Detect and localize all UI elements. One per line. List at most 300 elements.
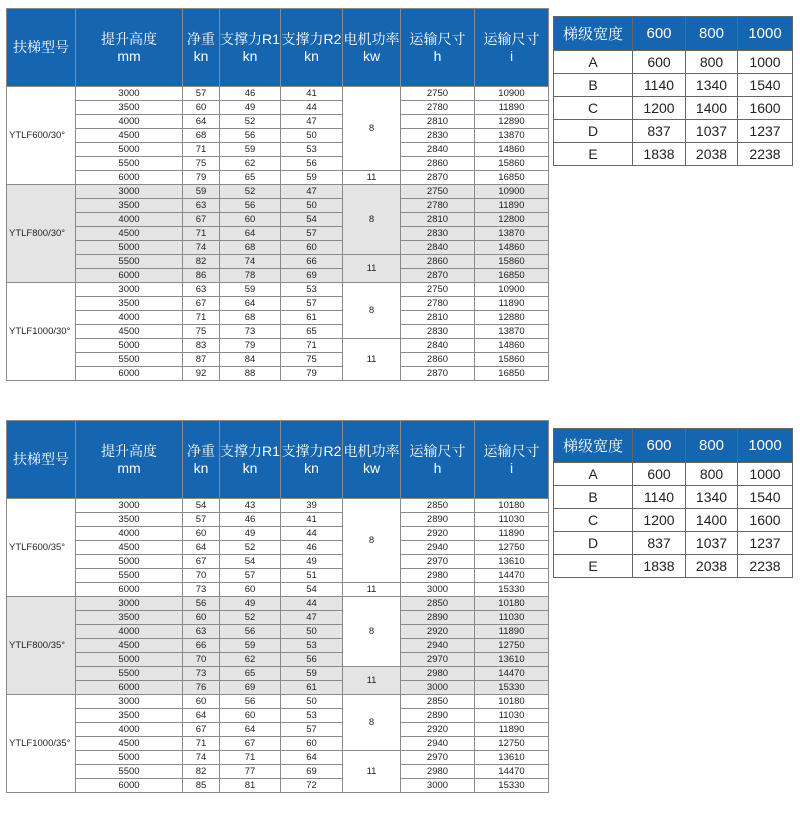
table-row bbox=[7, 269, 549, 283]
table-row bbox=[7, 709, 549, 723]
table-cell: 44 bbox=[281, 597, 343, 611]
side-table-row bbox=[554, 486, 793, 509]
column-header-unit: mm bbox=[117, 459, 141, 476]
column-header-title: 支撑力R2 bbox=[281, 442, 342, 459]
table-cell: 4500 bbox=[76, 227, 183, 241]
table-cell: 73 bbox=[183, 583, 220, 597]
column-header-title: 支撑力R1 bbox=[220, 30, 280, 47]
table-row bbox=[7, 115, 549, 129]
table-row bbox=[7, 653, 549, 667]
table-row bbox=[7, 513, 549, 527]
table-row bbox=[7, 681, 549, 695]
table-cell: 60 bbox=[220, 583, 281, 597]
table-cell: 70 bbox=[183, 569, 220, 583]
table-cell: 59 bbox=[281, 667, 343, 681]
table-cell: 81 bbox=[220, 779, 281, 793]
table-cell: 2780 bbox=[401, 297, 475, 311]
table-row bbox=[7, 695, 549, 709]
table-cell: 4500 bbox=[76, 325, 183, 339]
table-cell: 10900 bbox=[475, 283, 549, 297]
column-header-title: 净重 bbox=[187, 30, 215, 47]
column-header bbox=[7, 421, 76, 499]
table-cell: 47 bbox=[281, 185, 343, 199]
table-cell: 11890 bbox=[475, 723, 549, 737]
table-row bbox=[7, 185, 549, 199]
table-cell: 3000 bbox=[76, 597, 183, 611]
table-cell: 2890 bbox=[401, 611, 475, 625]
column-header-unit: i bbox=[509, 459, 514, 476]
table-cell: 5000 bbox=[76, 143, 183, 157]
side-table-cell: 1140 bbox=[633, 74, 686, 97]
column-header-unit: kw bbox=[362, 459, 381, 476]
table-cell: 3000 bbox=[76, 283, 183, 297]
table-cell: 3000 bbox=[76, 695, 183, 709]
column-header bbox=[475, 421, 549, 499]
table-cell: 11890 bbox=[475, 625, 549, 639]
table-cell: 5500 bbox=[76, 255, 183, 269]
table-cell: 79 bbox=[281, 367, 343, 381]
table-cell: 73 bbox=[220, 325, 281, 339]
table-cell: 67 bbox=[220, 737, 281, 751]
table-cell: 54 bbox=[281, 583, 343, 597]
table-cell: 2870 bbox=[401, 269, 475, 283]
table-cell: 2780 bbox=[401, 101, 475, 115]
side-table-cell: 2038 bbox=[686, 143, 738, 166]
side-table-cell: 600 bbox=[633, 51, 686, 74]
side-table-row bbox=[554, 532, 793, 555]
table-cell: 92 bbox=[183, 367, 220, 381]
side-table-cell: 2238 bbox=[738, 143, 793, 166]
table-row bbox=[7, 129, 549, 143]
table-cell: 5500 bbox=[76, 765, 183, 779]
table-cell: 3000 bbox=[401, 583, 475, 597]
table-cell: 2860 bbox=[401, 255, 475, 269]
table-cell: 64 bbox=[220, 227, 281, 241]
side-table-cell: 600 bbox=[633, 463, 686, 486]
table-cell: 56 bbox=[281, 653, 343, 667]
side-table-cell: 2238 bbox=[738, 555, 793, 578]
table-cell: 60 bbox=[183, 695, 220, 709]
table-cell: 67 bbox=[183, 555, 220, 569]
table-row bbox=[7, 555, 549, 569]
side-table-cell: 1000 bbox=[738, 463, 793, 486]
side-table-cell: 1540 bbox=[738, 74, 793, 97]
table-row bbox=[7, 339, 549, 353]
column-header-unit: i bbox=[509, 47, 514, 64]
side-table-row bbox=[554, 143, 793, 166]
column-header-title: 运输尺寸 bbox=[409, 30, 466, 47]
table-cell: 14860 bbox=[475, 339, 549, 353]
table-cell: 3500 bbox=[76, 297, 183, 311]
table-cell: 2870 bbox=[401, 171, 475, 185]
column-header-title: 支撑力R1 bbox=[220, 442, 280, 459]
side-table-cell: 1340 bbox=[686, 486, 738, 509]
table-cell: 11030 bbox=[475, 709, 549, 723]
side-header-row bbox=[554, 17, 793, 51]
table-cell: 3000 bbox=[76, 87, 183, 101]
table-cell: 6000 bbox=[76, 681, 183, 695]
table-cell: 11890 bbox=[475, 527, 549, 541]
table-cell: 59 bbox=[220, 283, 281, 297]
table-cell: 68 bbox=[220, 241, 281, 255]
table-cell: 52 bbox=[220, 185, 281, 199]
column-header-title: 电机功率 bbox=[343, 442, 400, 459]
side-table-cell: 1037 bbox=[686, 532, 738, 555]
table-cell: 6000 bbox=[76, 367, 183, 381]
table-cell: 56 bbox=[281, 157, 343, 171]
table-row bbox=[7, 737, 549, 751]
column-header bbox=[76, 421, 183, 499]
table-cell: 16850 bbox=[475, 269, 549, 283]
side-column-header: 梯级宽度 bbox=[554, 17, 633, 51]
table-cell: 2860 bbox=[401, 353, 475, 367]
table-cell: 2850 bbox=[401, 499, 475, 513]
table-cell: 3000 bbox=[401, 681, 475, 695]
table-cell: 3500 bbox=[76, 611, 183, 625]
table-cell: 62 bbox=[220, 157, 281, 171]
table-cell: 46 bbox=[220, 513, 281, 527]
column-header bbox=[343, 9, 401, 87]
model-cell: YTLF1000/35° bbox=[7, 695, 76, 793]
table-cell: 71 bbox=[281, 339, 343, 353]
table-cell: 4000 bbox=[76, 115, 183, 129]
side-row-label: D bbox=[554, 120, 633, 143]
table-cell: 50 bbox=[281, 625, 343, 639]
table-cell: 15330 bbox=[475, 681, 549, 695]
power-cell: 11 bbox=[343, 171, 401, 185]
table-cell: 69 bbox=[281, 765, 343, 779]
table-cell: 76 bbox=[183, 681, 220, 695]
table-cell: 2940 bbox=[401, 737, 475, 751]
table-row bbox=[7, 569, 549, 583]
table-cell: 57 bbox=[220, 569, 281, 583]
table-cell: 3000 bbox=[76, 499, 183, 513]
column-header bbox=[401, 421, 475, 499]
column-header bbox=[281, 9, 343, 87]
side-table-cell: 1237 bbox=[738, 532, 793, 555]
side-column-header: 600 bbox=[633, 17, 686, 51]
table-cell: 12890 bbox=[475, 115, 549, 129]
table-cell: 59 bbox=[281, 171, 343, 185]
side-table-cell: 1037 bbox=[686, 120, 738, 143]
table-cell: 52 bbox=[220, 115, 281, 129]
table-cell: 73 bbox=[183, 667, 220, 681]
power-cell: 11 bbox=[343, 339, 401, 381]
table-cell: 53 bbox=[281, 709, 343, 723]
table-cell: 4000 bbox=[76, 527, 183, 541]
table-cell: 56 bbox=[220, 695, 281, 709]
table-cell: 60 bbox=[183, 101, 220, 115]
table-row bbox=[7, 87, 549, 101]
table-cell: 52 bbox=[220, 541, 281, 555]
table-cell: 64 bbox=[183, 709, 220, 723]
table-cell: 51 bbox=[281, 569, 343, 583]
table-cell: 4000 bbox=[76, 311, 183, 325]
power-cell: 8 bbox=[343, 695, 401, 751]
table-row bbox=[7, 625, 549, 639]
table-cell: 41 bbox=[281, 87, 343, 101]
side-table-row bbox=[554, 555, 793, 578]
table-cell: 86 bbox=[183, 269, 220, 283]
table-cell: 11890 bbox=[475, 199, 549, 213]
side-row-label: B bbox=[554, 486, 633, 509]
table-row bbox=[7, 143, 549, 157]
table-cell: 74 bbox=[183, 751, 220, 765]
side-table-cell: 1200 bbox=[633, 509, 686, 532]
table-cell: 46 bbox=[281, 541, 343, 555]
table-cell: 6000 bbox=[76, 583, 183, 597]
table-row bbox=[7, 157, 549, 171]
table-cell: 44 bbox=[281, 527, 343, 541]
column-header bbox=[76, 9, 183, 87]
model-cell: YTLF800/30° bbox=[7, 185, 76, 283]
column-header bbox=[220, 9, 281, 87]
side-table-cell: 837 bbox=[633, 532, 686, 555]
column-header-title: 运输尺寸 bbox=[483, 442, 540, 459]
table-cell: 83 bbox=[183, 339, 220, 353]
table-cell: 61 bbox=[281, 311, 343, 325]
table-cell: 49 bbox=[220, 527, 281, 541]
table-cell: 2970 bbox=[401, 555, 475, 569]
table-cell: 12800 bbox=[475, 213, 549, 227]
column-header bbox=[183, 9, 220, 87]
table-cell: 2830 bbox=[401, 227, 475, 241]
table-cell: 49 bbox=[220, 101, 281, 115]
side-header-row bbox=[554, 429, 793, 463]
table-cell: 13870 bbox=[475, 227, 549, 241]
table-cell: 67 bbox=[183, 213, 220, 227]
step-width-table-35 bbox=[553, 428, 793, 578]
table-cell: 65 bbox=[220, 171, 281, 185]
table-cell: 2980 bbox=[401, 667, 475, 681]
table-cell: 10900 bbox=[475, 87, 549, 101]
side-table-cell: 1600 bbox=[738, 97, 793, 120]
side-table-row bbox=[554, 51, 793, 74]
table-cell: 4500 bbox=[76, 129, 183, 143]
table-cell: 68 bbox=[183, 129, 220, 143]
table-cell: 66 bbox=[281, 255, 343, 269]
table-row bbox=[7, 283, 549, 297]
table-cell: 2970 bbox=[401, 653, 475, 667]
table-cell: 77 bbox=[220, 765, 281, 779]
side-table-body bbox=[554, 463, 793, 578]
table-cell: 13870 bbox=[475, 129, 549, 143]
table-cell: 60 bbox=[281, 737, 343, 751]
table-cell: 15860 bbox=[475, 255, 549, 269]
table-cell: 12880 bbox=[475, 311, 549, 325]
table-cell: 2940 bbox=[401, 541, 475, 555]
column-header-unit: kn bbox=[304, 47, 319, 64]
column-header-unit: kn bbox=[193, 459, 209, 476]
side-table-cell: 1140 bbox=[633, 486, 686, 509]
table-cell: 47 bbox=[281, 115, 343, 129]
table-cell: 69 bbox=[220, 681, 281, 695]
table-cell: 15330 bbox=[475, 583, 549, 597]
table-cell: 2860 bbox=[401, 157, 475, 171]
column-header-unit: kn bbox=[193, 47, 209, 64]
table-row bbox=[7, 611, 549, 625]
table-row bbox=[7, 541, 549, 555]
table-cell: 50 bbox=[281, 129, 343, 143]
table-cell: 12750 bbox=[475, 639, 549, 653]
table-cell: 60 bbox=[183, 527, 220, 541]
table-cell: 15330 bbox=[475, 779, 549, 793]
table-cell: 88 bbox=[220, 367, 281, 381]
table-row bbox=[7, 583, 549, 597]
table-cell: 10180 bbox=[475, 695, 549, 709]
table-cell: 69 bbox=[281, 269, 343, 283]
table-cell: 71 bbox=[183, 311, 220, 325]
model-cell: YTLF1000/30° bbox=[7, 283, 76, 381]
table-cell: 5000 bbox=[76, 653, 183, 667]
table-cell: 44 bbox=[281, 101, 343, 115]
table-row bbox=[7, 751, 549, 765]
table-cell: 54 bbox=[281, 213, 343, 227]
column-header-unit: kn bbox=[304, 459, 319, 476]
side-table-body bbox=[554, 51, 793, 166]
power-cell: 8 bbox=[343, 87, 401, 171]
column-header-title: 电机功率 bbox=[343, 30, 400, 47]
power-cell: 11 bbox=[343, 751, 401, 793]
table-cell: 71 bbox=[183, 227, 220, 241]
table-cell: 71 bbox=[183, 143, 220, 157]
column-header-title: 运输尺寸 bbox=[483, 30, 540, 47]
power-cell: 8 bbox=[343, 597, 401, 667]
column-header bbox=[343, 421, 401, 499]
side-row-label: C bbox=[554, 509, 633, 532]
table-cell: 13610 bbox=[475, 751, 549, 765]
table-row bbox=[7, 765, 549, 779]
table-cell: 56 bbox=[220, 129, 281, 143]
table-cell: 6000 bbox=[76, 269, 183, 283]
table-cell: 2920 bbox=[401, 527, 475, 541]
table-cell: 50 bbox=[281, 199, 343, 213]
table-cell: 87 bbox=[183, 353, 220, 367]
table-cell: 4000 bbox=[76, 213, 183, 227]
column-header-title: 支撑力R2 bbox=[281, 30, 342, 47]
table-cell: 61 bbox=[281, 681, 343, 695]
table-cell: 66 bbox=[183, 639, 220, 653]
table-cell: 5000 bbox=[76, 751, 183, 765]
table-row bbox=[7, 311, 549, 325]
side-table-cell: 2038 bbox=[686, 555, 738, 578]
table-cell: 54 bbox=[183, 499, 220, 513]
table-cell: 64 bbox=[220, 723, 281, 737]
table-row bbox=[7, 213, 549, 227]
side-table-cell: 837 bbox=[633, 120, 686, 143]
table-cell: 53 bbox=[281, 283, 343, 297]
power-cell: 11 bbox=[343, 255, 401, 283]
table-cell: 2750 bbox=[401, 87, 475, 101]
column-header-unit: h bbox=[433, 47, 442, 64]
table-cell: 2810 bbox=[401, 213, 475, 227]
column-header-title: 提升高度 bbox=[101, 442, 157, 459]
table-cell: 79 bbox=[220, 339, 281, 353]
power-cell: 8 bbox=[343, 185, 401, 255]
table-cell: 63 bbox=[183, 625, 220, 639]
table-cell: 11890 bbox=[475, 297, 549, 311]
side-column-header: 800 bbox=[686, 17, 738, 51]
table-cell: 68 bbox=[220, 311, 281, 325]
table-cell: 6000 bbox=[76, 779, 183, 793]
power-cell: 11 bbox=[343, 667, 401, 695]
table-cell: 2920 bbox=[401, 723, 475, 737]
table-cell: 60 bbox=[220, 213, 281, 227]
table-row bbox=[7, 353, 549, 367]
column-header-title: 扶梯型号 bbox=[13, 39, 69, 55]
table-cell: 78 bbox=[220, 269, 281, 283]
table-row bbox=[7, 297, 549, 311]
table-cell: 2780 bbox=[401, 199, 475, 213]
table-cell: 60 bbox=[220, 709, 281, 723]
side-table-cell: 1000 bbox=[738, 51, 793, 74]
side-row-label: C bbox=[554, 97, 633, 120]
table-row bbox=[7, 367, 549, 381]
table-cell: 84 bbox=[220, 353, 281, 367]
column-header-unit: kw bbox=[362, 47, 381, 64]
table-body bbox=[7, 87, 549, 381]
table-cell: 57 bbox=[281, 227, 343, 241]
table-cell: 2830 bbox=[401, 129, 475, 143]
table-cell: 57 bbox=[183, 513, 220, 527]
table-cell: 10180 bbox=[475, 499, 549, 513]
column-header-title: 运输尺寸 bbox=[409, 442, 466, 459]
table-cell: 5500 bbox=[76, 353, 183, 367]
side-table-row bbox=[554, 97, 793, 120]
table-row bbox=[7, 499, 549, 513]
table-cell: 71 bbox=[220, 751, 281, 765]
table-cell: 11030 bbox=[475, 513, 549, 527]
table-cell: 13610 bbox=[475, 555, 549, 569]
table-cell: 2870 bbox=[401, 367, 475, 381]
table-cell: 10180 bbox=[475, 597, 549, 611]
column-header-unit: h bbox=[433, 459, 442, 476]
table-row bbox=[7, 597, 549, 611]
side-row-label: A bbox=[554, 51, 633, 74]
side-table-row bbox=[554, 120, 793, 143]
table-cell: 14860 bbox=[475, 241, 549, 255]
model-cell: YTLF600/30° bbox=[7, 87, 76, 185]
table-cell: 72 bbox=[281, 779, 343, 793]
table-cell: 2970 bbox=[401, 751, 475, 765]
table-cell: 79 bbox=[183, 171, 220, 185]
table-cell: 53 bbox=[281, 639, 343, 653]
header-row bbox=[7, 421, 549, 499]
side-row-label: D bbox=[554, 532, 633, 555]
table-cell: 64 bbox=[183, 115, 220, 129]
table-cell: 43 bbox=[220, 499, 281, 513]
table-cell: 85 bbox=[183, 779, 220, 793]
column-header-unit: mm bbox=[117, 47, 141, 64]
table-cell: 60 bbox=[183, 611, 220, 625]
side-table-cell: 1237 bbox=[738, 120, 793, 143]
table-cell: 63 bbox=[183, 283, 220, 297]
table-row bbox=[7, 255, 549, 269]
side-table-cell: 800 bbox=[686, 51, 738, 74]
table-cell: 75 bbox=[281, 353, 343, 367]
table-cell: 14860 bbox=[475, 143, 549, 157]
table-row bbox=[7, 101, 549, 115]
column-header bbox=[7, 9, 76, 87]
table-cell: 41 bbox=[281, 513, 343, 527]
table-row bbox=[7, 779, 549, 793]
side-table-cell: 1540 bbox=[738, 486, 793, 509]
table-cell: 49 bbox=[281, 555, 343, 569]
table-cell: 49 bbox=[220, 597, 281, 611]
table-cell: 46 bbox=[220, 87, 281, 101]
table-row bbox=[7, 639, 549, 653]
table-row bbox=[7, 527, 549, 541]
